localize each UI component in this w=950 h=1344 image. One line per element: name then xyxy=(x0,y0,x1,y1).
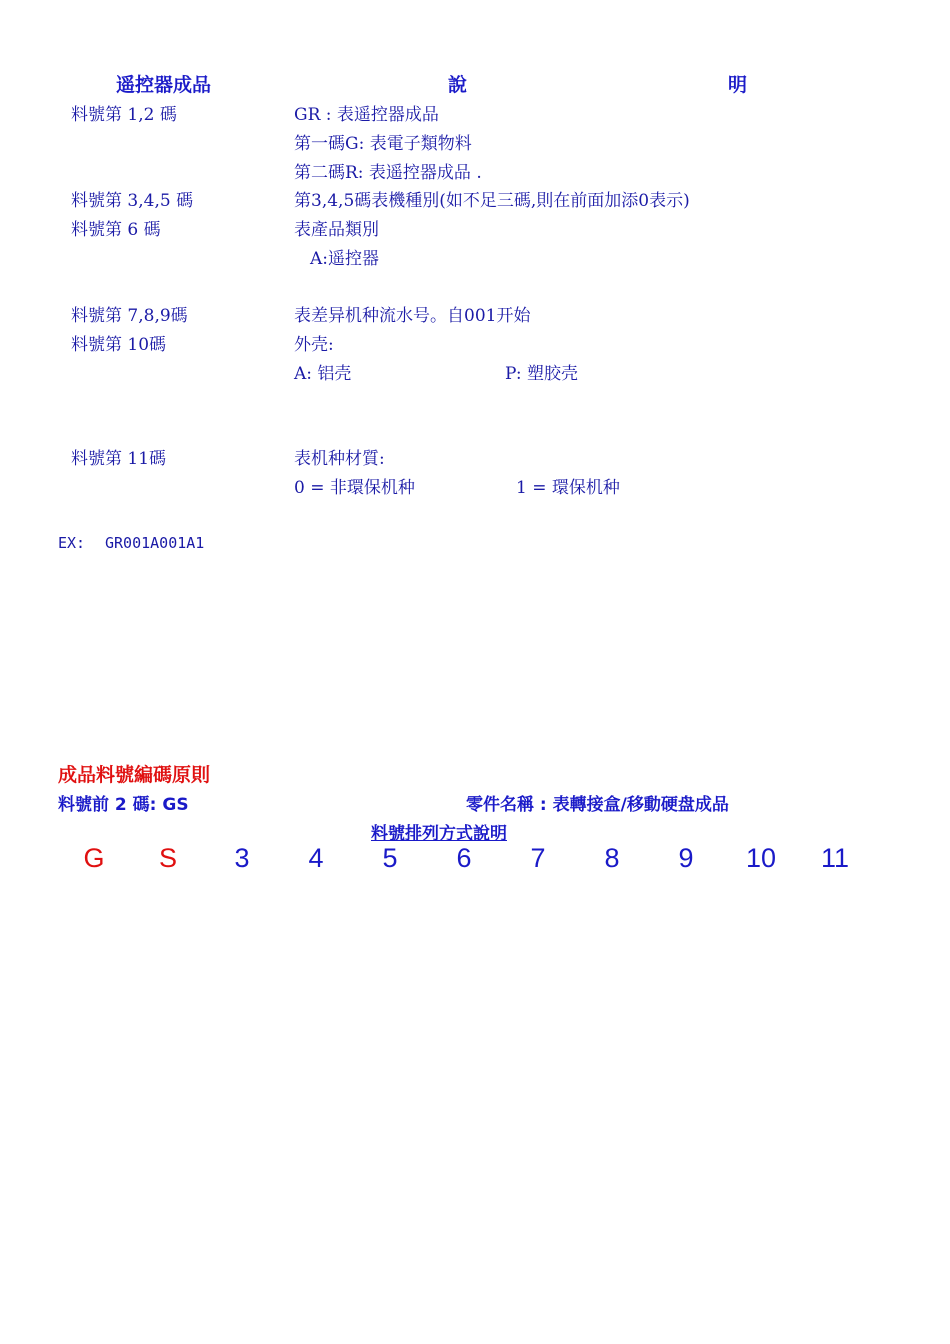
row-label-6: 料號第 6 碼 xyxy=(71,220,161,240)
code-position-3: 3 xyxy=(234,843,250,873)
example-prefix: EX: xyxy=(58,534,86,552)
code-position-1: G xyxy=(83,843,105,873)
code-position-6: 6 xyxy=(456,843,472,873)
header-desc-col: 說 xyxy=(448,74,468,96)
code-position-11: 11 xyxy=(820,843,850,873)
header-desc-col-2: 明 xyxy=(728,74,748,96)
example-value: GR001A001A1 xyxy=(105,534,205,552)
code-position-2: S xyxy=(158,843,177,873)
code-position-4: 4 xyxy=(308,843,324,873)
row-label-7-8-9: 料號第 7,8,9碼 xyxy=(71,306,188,326)
row-desc-line: 第3,4,5碼表機種別(如不足三碼,則在前面加添0表示) xyxy=(294,191,690,211)
row-desc-line: 第一碼G: 表電子類物料 xyxy=(294,134,472,154)
option-eco: 1 = 環保机种 xyxy=(516,478,620,498)
code-position-9: 9 xyxy=(678,843,694,873)
row-label-10: 料號第 10碼 xyxy=(71,335,167,355)
prefix-label: 料號前 2 碼: GS xyxy=(58,795,189,815)
row-label-1-2: 料號第 1,2 碼 xyxy=(71,105,177,125)
code-position-8: 8 xyxy=(604,843,620,873)
option-non-eco: 0 = 非環保机种 xyxy=(294,478,415,498)
section-title: 成品料號編碼原則 xyxy=(58,764,211,786)
row-desc-line: 表產品類別 xyxy=(294,220,379,240)
row-desc-line: GR : 表遥控器成品 xyxy=(294,105,439,125)
row-desc-line: 外壳: xyxy=(294,335,334,355)
row-desc-line: 表差异机种流水号。自001开始 xyxy=(294,306,531,326)
part-name: 零件名稱 : 表轉接盒/移動硬盘成品 xyxy=(466,795,729,815)
header-product-col: 遥控器成品 xyxy=(116,74,212,96)
row-label-3-4-5: 料號第 3,4,5 碼 xyxy=(71,191,194,211)
code-position-10: 10 xyxy=(745,843,777,873)
option-plastic-shell: P: 塑胶壳 xyxy=(505,364,578,384)
row-label-11: 料號第 11碼 xyxy=(71,449,167,469)
row-desc-line: 表机种材質: xyxy=(294,449,385,469)
arrangement-title: 料號排列方式說明 xyxy=(371,824,507,844)
option-aluminum-shell: A: 铝壳 xyxy=(294,364,352,384)
code-position-5: 5 xyxy=(382,843,398,873)
code-position-7: 7 xyxy=(530,843,546,873)
row-desc-line: 第二碼R: 表遥控器成品 . xyxy=(294,163,482,183)
row-desc-line: A:遥控器 xyxy=(310,249,380,269)
